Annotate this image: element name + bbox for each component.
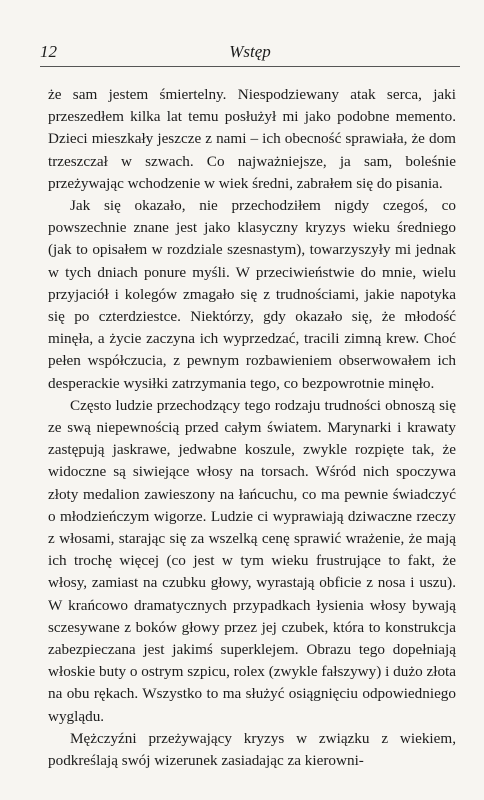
- running-title: Wstęp: [229, 42, 271, 61]
- page-header: [40, 40, 460, 64]
- header-rule: [40, 66, 460, 67]
- paragraph-1: że sam jestem śmiertelny. Niespodziewany atak serca, jaki przeszedłem kilka lat temu posłużył mi jako podobne memento. Dzieci mieszkały jeszcze z nami – ich obecność sprawiała, że dom trzeszczał w szwach. Co najważniejsze, ja sam, boleśnie przeżywając wchodzenie w wiek średni, zabrałem się do pisania.: [48, 86, 456, 192]
- paragraph-2: Jak się okazało, nie przechodziłem nigdy czegoś, co powszechnie znane jest jako klasyczny kryzys wieku średniego (jak to opisałem w rozdziale szesnastym), towarzyszyły mi jednak w tych dniach ponure myśli. W przeciwieństwie do mnie, wielu przyjaciół i kolegów zmagało się z trudnościami, jakie napotyka się po czterdziestce. Niektórzy, gdy okazało się, że młodość minęła, a życie zaczyna ich wyprzedzać, tracili zimną krew. Choć pełen współczucia, z pewnym rozbawieniem obserwowałem ich desperackie wysiłki zatrzymania tego, co bezpowrotnie minęło.: [48, 197, 456, 392]
- body-text: [48, 84, 456, 772]
- paragraph-4: Mężczyźni przeżywający kryzys w związku z wiekiem, podkreślają swój wizerunek zasiadając za kierowni-: [48, 729, 456, 770]
- page-number: 12: [40, 42, 57, 61]
- paragraph-3: Często ludzie przechodzący tego rodzaju trudności obnoszą się ze swą niepewnością przed całym światem. Marynarki i krawaty zastępują jaskrawe, jedwabne koszule, zwykle rozpięte tak, że widoczne są siwiejące włosy na torsach. Wśród nich spoczywa złoty medalion zawieszony na łańcuchu, co ma pewnie świadczyć o młodzieńczym wigorze. Ludzie ci wyprawiają dziwaczne rzeczy z włosami, starając się za wszelką cenę sprawić wrażenie, że mają ich trochę więcej (co jest w tym wieku frustrujące to fakt, że włosy, zamiast na czubku głowy, wyrastają obficie z nosa i uszu). W krańcowo dramatycznych przypadkach łysienia włosy bywają sczesywane z boków głowy przez jej czubek, która to konstrukcja zabezpieczana jest jakimś superklejem. Obrazu tego dopełniają włoskie buty o ostrym szpicu, rolex (zwykle fałszywy) i dużo złota na obu rękach. Wszystko to ma służyć osiągnięciu odpowiedniego wyglądu.: [48, 396, 456, 725]
